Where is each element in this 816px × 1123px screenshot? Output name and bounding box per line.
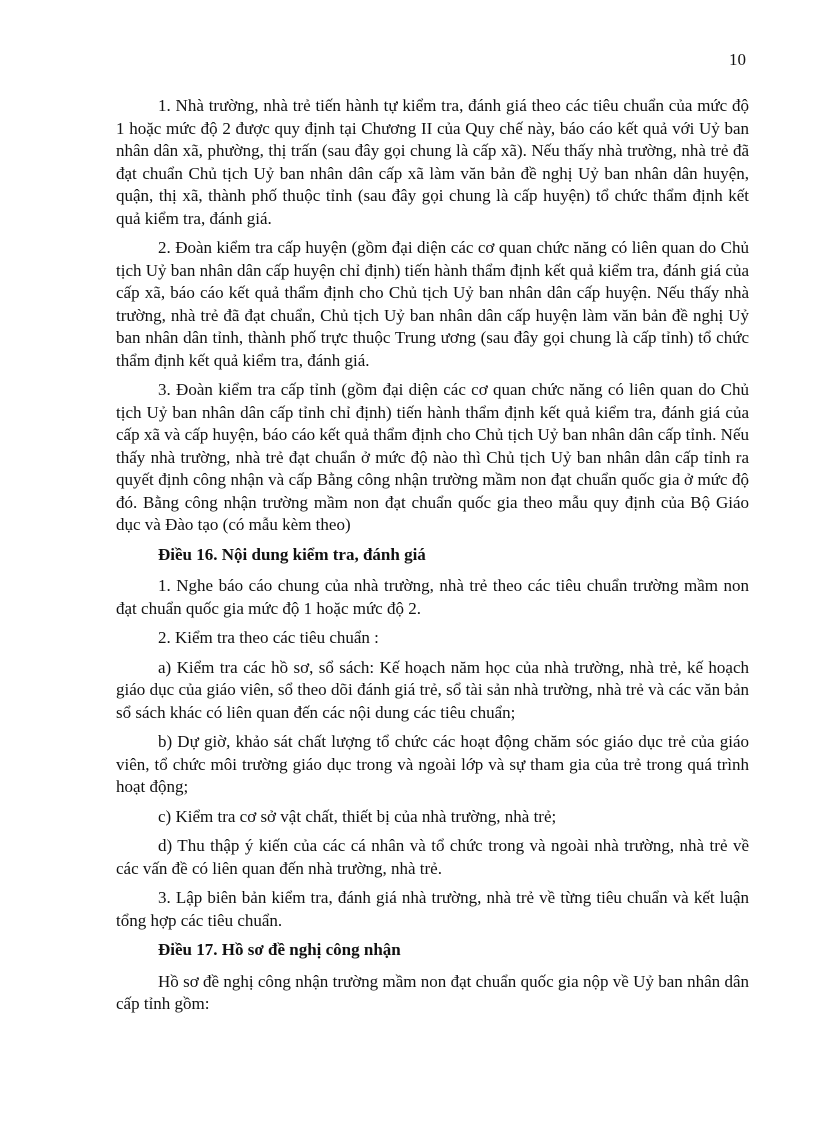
article-16-item-2b: b) Dự giờ, khảo sát chất lượng tổ chức các hoạt động chăm sóc giáo dục trẻ của giáo viên, tổ chức môi trường giáo dục trong và ngoài lớp và sự tham gia của trẻ trong quá trình hoạt động; <box>116 732 749 796</box>
paragraph-3: 3. Đoàn kiểm tra cấp tỉnh (gồm đại diện các cơ quan chức năng có liên quan do Chủ tịch Uỷ ban nhân dân cấp tỉnh chỉ định) tiến hành thẩm định kết quả kiểm tra, đánh giá của cấp xã và cấp huyện, báo cáo kết quả thẩm định cho Chủ tịch Uỷ ban nhân dân cấp tỉnh. Nếu thấy nhà trường, nhà trẻ đạt chuẩn ở mức độ nào thì Chủ tịch Uỷ ban nhân dân cấp tỉnh ra quyết định công nhận và cấp Bằng công nhận trường mầm non đạt chuẩn quốc gia ở mức độ đó. Bằng công nhận trường mầm non đạt chuẩn quốc gia theo mẫu quy định của Bộ Giáo dục và Đào tạo (có mẫu kèm theo) <box>116 380 749 534</box>
article-16-heading: Điều 16. Nội dung kiểm tra, đánh giá <box>158 544 426 564</box>
page-number: 10 <box>729 50 746 69</box>
article-17-intro: Hồ sơ đề nghị công nhận trường mầm non đạt chuẩn quốc gia nộp về Uỷ ban nhân dân cấp tỉnh gồm: <box>116 971 749 1013</box>
paragraph-1: 1. Nhà trường, nhà trẻ tiến hành tự kiểm tra, đánh giá theo các tiêu chuẩn của mức độ 1 hoặc mức độ 2 được quy định tại Chương II của Quy chế này, báo cáo kết quả với Uỷ ban nhân dân xã, phường, thị trấn (sau đây gọi chung là cấp xã). Nếu thấy nhà trường, nhà trẻ đã đạt chuẩn Chủ tịch Uỷ ban nhân dân cấp xã làm văn bản đề nghị Uỷ ban nhân dân huyện, quận, thị xã, thành phố thuộc tỉnh (sau đây gọi chung là cấp huyện) tổ chức thẩm định kết quả kiểm tra, đánh giá. <box>116 96 749 228</box>
article-16-item-2d: d) Thu thập ý kiến của các cá nhân và tổ chức trong và ngoài nhà trường, nhà trẻ về các vấn đề có liên quan đến nhà trường, nhà trẻ. <box>116 836 749 878</box>
article-17-heading: Điều 17. Hồ sơ đề nghị công nhận <box>158 940 401 959</box>
article-16-item-2c: c) Kiểm tra cơ sở vật chất, thiết bị của nhà trường, nhà trẻ; <box>158 806 557 826</box>
article-16-item-2a: a) Kiểm tra các hồ sơ, sổ sách: Kế hoạch năm học của nhà trường, nhà trẻ, kế hoạch giáo dục của giáo viên, sổ theo dõi đánh giá trẻ, sổ tài sản nhà trường, nhà trẻ và các văn bản sổ sách khác có liên quan đến các nội dung các tiêu chuẩn; <box>116 657 749 722</box>
article-16-item-1: 1. Nghe báo cáo chung của nhà trường, nhà trẻ theo các tiêu chuẩn trường mầm non đạt chuẩn quốc gia mức độ 1 hoặc mức độ 2. <box>116 576 749 618</box>
article-16-item-2: 2. Kiểm tra theo các tiêu chuẩn : <box>158 628 379 647</box>
article-16-item-3: 3. Lập biên bản kiểm tra, đánh giá nhà trường, nhà trẻ về từng tiêu chuẩn và kết luận tổng hợp các tiêu chuẩn. <box>116 888 749 930</box>
document-body <box>116 95 749 1023</box>
paragraph-2: 2. Đoàn kiểm tra cấp huyện (gồm đại diện các cơ quan chức năng có liên quan do Chủ tịch Uỷ ban nhân dân cấp huyện chỉ định) tiến hành thẩm định kết quả kiểm tra, đánh giá của cấp xã, báo cáo kết quả thẩm định cho Chủ tịch Uỷ ban nhân dân cấp huyện. Nếu thấy nhà trường, nhà trẻ đã đạt chuẩn, Chủ tịch Uỷ ban nhân dân cấp huyện làm văn bản đề nghị Uỷ ban nhân dân tỉnh, thành phố trực thuộc Trung ương (sau đây gọi chung là cấp tỉnh) tổ chức thẩm định kết quả kiểm tra, đánh giá. <box>116 238 749 370</box>
